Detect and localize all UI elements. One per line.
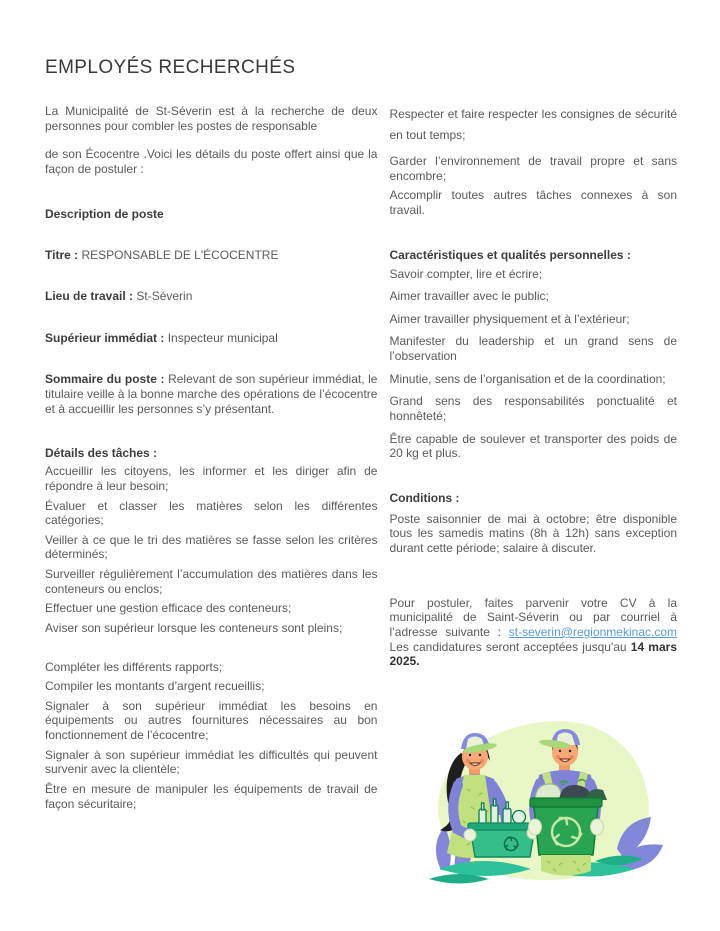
man-bin-rim — [530, 798, 602, 807]
page-title: EMPLOYÉS RECHERCHÉS — [45, 57, 296, 78]
field-supervisor — [45, 331, 377, 346]
duty-item: Accomplir toutes autres tâches connexes à son travail. — [389, 188, 677, 217]
task-item: Signaler à son supérieur immédiat les besoins en équipements ou autres fournitures nécessaires au bon fonctionnement de l’écocentre; — [45, 698, 378, 742]
task-item: Accueillir les citoyens, les informer et les diriger afin de répondre à leur besoin; — [45, 464, 378, 493]
field-summary-label: Sommaire du poste : — [45, 372, 169, 387]
quality-item: Aimer travailler physiquement et à l’extérieur; — [389, 311, 630, 326]
conditions-heading: Conditions : — [389, 490, 460, 505]
field-summary — [45, 372, 377, 416]
field-supervisor-label: Supérieur immédiat : — [45, 330, 168, 345]
quality-item: Minutie, sens de l’organisation et de la coordination; — [389, 371, 666, 386]
field-location — [45, 289, 377, 304]
recycling-workers-illustration — [427, 705, 680, 895]
intro-paragraph-1: La Municipalité de St-Séverin est à la recherche de deux personnes pour combler les postes de responsable — [45, 104, 378, 133]
task-item: Signaler à son supérieur immédiat les difficultés qui peuvent survenir avec la clientèle; — [45, 747, 378, 777]
task-item: Effectuer une gestion efficace des conteneurs; — [45, 601, 292, 616]
qualities-heading: Caractéristiques et qualités personnelles : — [389, 247, 631, 262]
quality-item: Savoir compter, lire et écrire; — [389, 266, 543, 281]
quality-item: Manifester du leadership et un grand sens de l’observation — [389, 334, 677, 363]
task-item: Compléter les différents rapports; — [45, 659, 223, 674]
woman-recycle-bin — [470, 827, 535, 857]
field-title-value: RESPONSABLE DE L'ÉCOCENTRE — [81, 247, 279, 262]
man-glove-right — [591, 819, 604, 835]
duty-item: Respecter et faire respecter les consignes de sécurité en tout temps; — [389, 107, 677, 142]
field-title — [45, 248, 377, 263]
left-column — [45, 104, 377, 816]
task-item: Surveiller régulièrement l’accumulation des matières dans les conteneurs ou enclos; — [45, 567, 378, 596]
field-supervisor-value: Inspecteur municipal — [167, 330, 278, 345]
apply-text-before: Pour postuler, faites parvenir votre CV à la municipalité de Saint-Séverin ou par courriel à l’adresse suivante : — [389, 595, 677, 639]
duty-item: Garder l’environnement de travail propre et sans encombre; — [389, 154, 677, 183]
field-title-label: Titre : — [45, 247, 82, 262]
conditions-paragraph: Poste saisonnier de mai à octobre; être disponible tous les samedis matins (8h à 12h) sans exception durant cette période; salaire à discuter. — [389, 511, 677, 555]
task-item: Veiller à ce que le tri des matières se fasse selon les critères déterminés; — [45, 532, 378, 562]
apply-text-after: Les candidatures seront acceptées jusqu'au — [389, 639, 631, 654]
task-item: Aviser son supérieur lorsque les conteneurs sont pleins; — [45, 620, 343, 635]
quality-item: Grand sens des responsabilités ponctualité et honnêteté; — [389, 394, 677, 423]
woman-bin-rim — [468, 823, 537, 830]
task-item: Compiler les montants d’argent recueillis; — [45, 679, 265, 694]
intro-paragraph-2: de son Écocentre .Voici les détails du poste offert ainsi que la façon de postuler : — [45, 147, 378, 176]
quality-item: Être capable de soulever et transporter des poids de 20 kg et plus. — [389, 431, 677, 461]
man-glove-left — [529, 819, 542, 835]
application-deadline: 14 mars 2025. — [389, 639, 677, 669]
description-heading: Description de poste — [45, 206, 164, 221]
email-link[interactable]: st-severin@regionmekinac.com — [508, 624, 677, 639]
field-location-label: Lieu de travail : — [45, 289, 137, 304]
quality-item: Aimer travailler avec le public; — [389, 289, 549, 304]
man-recycle-bin — [534, 807, 598, 855]
apply-paragraph — [389, 596, 677, 669]
task-item: Être en mesure de manipuler les équipements de travail de façon sécuritaire; — [45, 781, 378, 811]
recycling-workers-svg — [427, 705, 680, 895]
right-column — [389, 104, 677, 895]
two-column-layout — [45, 104, 677, 895]
task-item: Évaluer et classer les matières selon les différentes catégories; — [45, 498, 378, 528]
tasks-heading: Détails des tâches : — [45, 446, 158, 461]
woman-glove-left — [464, 829, 476, 841]
field-location-value: St-Séverin — [136, 289, 193, 304]
field-summary-value: Relevant de son supérieur immédiat, le titulaire veille à la bonne marche des opérations de l’écocentre et à accueillir les personnes s’y présentant. — [45, 372, 378, 416]
